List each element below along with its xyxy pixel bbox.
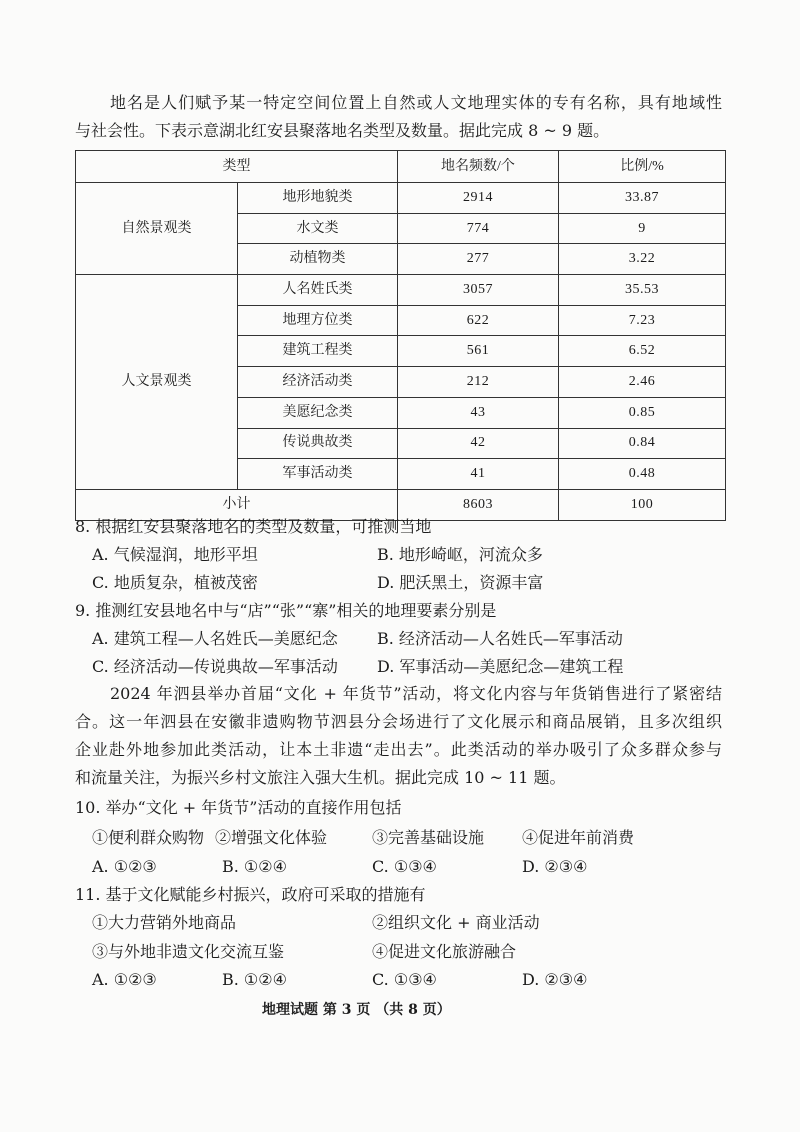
- q8-option-d: D. 肥沃黑土，资源丰富: [377, 573, 544, 592]
- q9-stem: 9. 推测红安县地名中与“店”“张”“寨”相关的地理要素分别是: [75, 601, 497, 620]
- subtype-cell: 人名姓氏类: [238, 275, 398, 306]
- q9-option-c: C. 经济活动—传说典故—军事活动: [92, 657, 338, 676]
- ratio-cell: 35.53: [559, 275, 726, 306]
- q11-item-1: ①大力营销外地商品: [92, 913, 237, 932]
- subtype-cell: 地形地貌类: [238, 183, 398, 214]
- table-header-row: [76, 151, 726, 183]
- subtype-cell: 传说典故类: [238, 428, 398, 459]
- ratio-cell: 0.84: [559, 428, 726, 459]
- count-cell: 774: [398, 213, 559, 244]
- q10-item-3: ③完善基础设施: [372, 828, 485, 847]
- ratio-cell: 7.23: [559, 305, 726, 336]
- subtype-cell: 水文类: [238, 213, 398, 244]
- subtype-cell: 美愿纪念类: [238, 397, 398, 428]
- q10-option-d: D. ②③④: [522, 857, 588, 876]
- count-cell: 622: [398, 305, 559, 336]
- q8-option-b: B. 地形崎岖，河流众多: [377, 545, 543, 564]
- q10-stem: 10. 举办“文化 + 年货节”活动的直接作用包括: [75, 798, 402, 817]
- q11-option-c: C. ①③④: [372, 970, 437, 989]
- q8-stem: 8. 根据红安县聚落地名的类型及数量，可推测当地: [75, 517, 432, 536]
- q9-option-b: B. 经济活动—人名姓氏—军事活动: [377, 629, 623, 648]
- q11-option-d: D. ②③④: [522, 970, 588, 989]
- passage2-line-1: 2024 年泗县举办首届“文化 + 年货节”活动，将文化内容与年货销售进行了紧密结: [110, 684, 722, 703]
- q10-option-b: B. ①②④: [222, 857, 287, 876]
- q11-item-3: ③与外地非遗文化交流互鉴: [92, 942, 285, 961]
- ratio-cell: 0.48: [559, 459, 726, 490]
- count-cell: 41: [398, 459, 559, 490]
- q11-item-2: ②组织文化 + 商业活动: [372, 913, 540, 932]
- q10-item-2: ②增强文化体验: [215, 828, 328, 847]
- subtype-cell: 地理方位类: [238, 305, 398, 336]
- ratio-cell: 2.46: [559, 367, 726, 398]
- count-cell: 561: [398, 336, 559, 367]
- subtype-cell: 军事活动类: [238, 459, 398, 490]
- header-ratio: 比例/%: [559, 151, 726, 183]
- q10-option-c: C. ①③④: [372, 857, 437, 876]
- ratio-cell: 9: [559, 213, 726, 244]
- header-type: 类型: [76, 151, 398, 183]
- count-cell: 212: [398, 367, 559, 398]
- subtype-cell: 建筑工程类: [238, 336, 398, 367]
- q10-option-a: A. ①②③: [92, 857, 157, 876]
- passage2-line-4: 和流量关注，为振兴乡村文旅注入强大生机。据此完成 10 ~ 11 题。: [75, 768, 566, 787]
- count-cell: 3057: [398, 275, 559, 306]
- count-cell: 43: [398, 397, 559, 428]
- ratio-cell: 3.22: [559, 244, 726, 275]
- q10-item-1: ①便利群众购物: [92, 828, 205, 847]
- q8-option-a: A. 气候湿润，地形平坦: [92, 545, 258, 564]
- count-cell: 42: [398, 428, 559, 459]
- passage2-line-2: 合。这一年泗县在安徽非遗购物节泗县分会场进行了文化展示和商品展销，且多次组织: [75, 712, 722, 731]
- group-human: 人文景观类: [76, 275, 238, 490]
- q10-item-4: ④促进年前消费: [522, 828, 635, 847]
- total-ratio: 100: [559, 489, 726, 520]
- table-row: [76, 275, 726, 306]
- q11-option-a: A. ①②③: [92, 970, 157, 989]
- header-count: 地名频数/个: [398, 151, 559, 183]
- ratio-cell: 6.52: [559, 336, 726, 367]
- q9-option-a: A. 建筑工程—人名姓氏—美愿纪念: [92, 629, 338, 648]
- q8-option-c: C. 地质复杂，植被茂密: [92, 573, 258, 592]
- q11-option-b: B. ①②④: [222, 970, 287, 989]
- count-cell: 2914: [398, 183, 559, 214]
- ratio-cell: 0.85: [559, 397, 726, 428]
- subtype-cell: 经济活动类: [238, 367, 398, 398]
- subtype-cell: 动植物类: [238, 244, 398, 275]
- total-count: 8603: [398, 489, 559, 520]
- q11-item-4: ④促进文化旅游融合: [372, 942, 517, 961]
- page-footer: 地理试题 第 3 页 （共 8 页）: [262, 1002, 451, 1018]
- group-natural: 自然景观类: [76, 183, 238, 275]
- intro-line-1: 地名是人们赋予某一特定空间位置上自然或人文地理实体的专有名称，具有地域性: [110, 93, 722, 112]
- q11-stem: 11. 基于文化赋能乡村振兴，政府可采取的措施有: [75, 885, 426, 904]
- count-cell: 277: [398, 244, 559, 275]
- passage2-line-3: 企业赴外地参加此类活动，让本土非遗“走出去”。此类活动的举办吸引了众多群众参与: [75, 740, 722, 759]
- intro-line-2: 与社会性。下表示意湖北红安县聚落地名类型及数量。据此完成 8 ~ 9 题。: [75, 121, 610, 140]
- place-name-table: [75, 150, 726, 521]
- ratio-cell: 33.87: [559, 183, 726, 214]
- q9-option-d: D. 军事活动—美愿纪念—建筑工程: [377, 657, 624, 676]
- total-label: 小计: [76, 489, 398, 520]
- table-row: [76, 183, 726, 214]
